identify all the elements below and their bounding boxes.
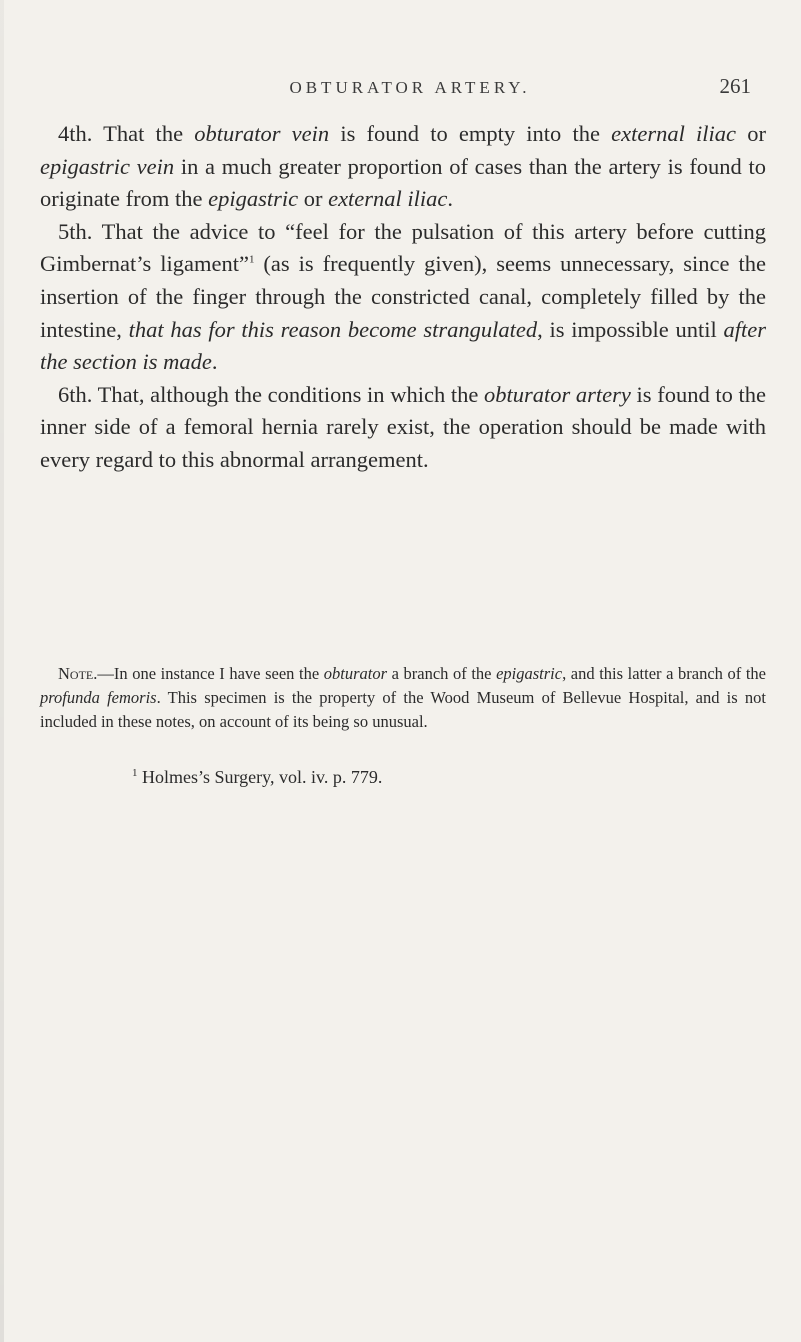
footnote-marker: 1: [132, 767, 138, 779]
paragraph-5th: 5th. That the advice to “feel for the pulsation of this artery before cutting Gimbernat’s ligament”$^1$ (as is frequently given), seems unnecessary, since the insertion of the finger through the constricted canal, completely filled by the intestine, that has for this reason become strangulated, is impossible until after the section is made.: [40, 218, 767, 375]
note-block: [40, 662, 766, 733]
main-text: [40, 118, 766, 477]
footnote: [132, 767, 382, 788]
note-paragraph: Note.—In one instance I have seen the obturator a branch of the epigastric, and this latter a branch of the profunda femoris. This specimen is the property of the Wood Museum of Bellevue Hospital, and is not included in these notes, on account of its being so unusual.: [40, 664, 766, 731]
running-head: OBTURATOR ARTERY.: [289, 78, 531, 97]
footnote-ref: 1: [248, 253, 255, 266]
scan-edge-shadow: [0, 0, 4, 1342]
page-number: 261: [719, 74, 751, 98]
footnote-text: Holmes’s Surgery, vol. iv. p. 779.: [137, 767, 383, 787]
paragraph-4th: 4th. That the obturator vein is found to empty into the external iliac or epigastric vein in a much greater proportion of cases than the artery is found to originate from the epigastric or external iliac.: [40, 121, 767, 212]
paragraph-6th: 6th. That, although the conditions in which the obturator artery is found to the inner side of a femoral hernia rarely exist, the operation should be made with every regard to this abnormal arrangement.: [40, 381, 766, 472]
note-label: Note: [58, 664, 94, 683]
